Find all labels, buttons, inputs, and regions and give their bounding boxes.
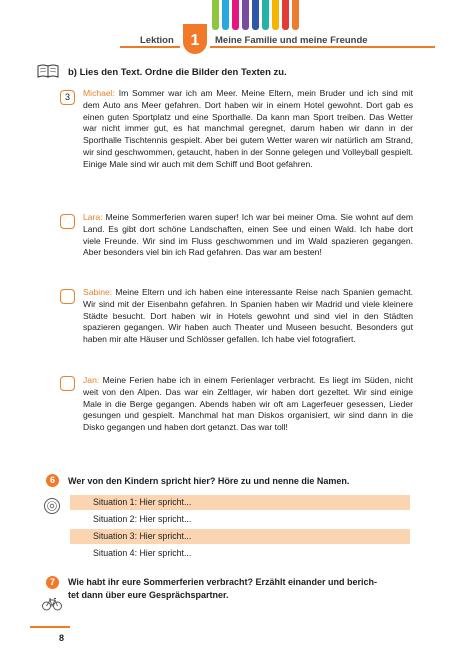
text-lara — [83, 212, 413, 259]
text-michael — [83, 88, 413, 170]
pencil-4 — [242, 0, 249, 30]
name-sabine: Sabine: — [83, 287, 113, 297]
answer-box-michael[interactable]: 3 — [60, 90, 75, 105]
exercise-6-number: 6 — [46, 474, 59, 487]
pencil-9 — [292, 0, 299, 30]
text-jan — [83, 375, 413, 434]
book-icon — [36, 63, 62, 79]
text-sabine — [83, 287, 413, 346]
cd-icon — [43, 497, 61, 515]
situation-row-4: Situation 4: Hier spricht... — [93, 548, 192, 558]
lektion-number-badge: 1 — [183, 24, 207, 54]
name-lara: Lara: — [83, 212, 103, 222]
answer-box-sabine[interactable] — [60, 289, 75, 304]
name-jan: Jan: — [83, 375, 100, 385]
pencil-2 — [222, 0, 229, 30]
situation-row-2: Situation 2: Hier spricht... — [93, 514, 192, 524]
text-lara-body: Meine Sommerferien waren super! Ich war bei meiner Oma. Sie wohnt auf dem Land. Es gibt dort schöne Landschaften, einen See und einen Wald. Ich habe dort viele Freunde. Wir sind im Fluss geschwommen und im Wald spazieren gegangen. Aber besonders viel bin ich Rad gefahren. Das war am besten! — [83, 212, 414, 258]
pencil-1 — [212, 0, 219, 30]
footer-rule — [30, 626, 70, 628]
exercise-7-instruction-line-1: Wie habt ihr eure Sommerferien verbracht? Erzählt einander und berich- — [68, 577, 377, 587]
lesson-title: Meine Familie und meine Freunde — [215, 35, 368, 46]
answer-box-lara[interactable] — [60, 214, 75, 229]
exercise-7-instruction-line-2: tet dann über eure Gesprächspartner. — [68, 590, 229, 600]
pencil-5 — [252, 0, 259, 30]
answer-box-jan[interactable] — [60, 376, 75, 391]
exercise-7-number: 7 — [46, 576, 59, 589]
bicycle-icon — [42, 597, 62, 611]
name-michael: Michael: — [83, 88, 115, 98]
pencil-6 — [262, 0, 269, 30]
situation-row-3: Situation 3: Hier spricht... — [70, 529, 410, 544]
pencil-8 — [282, 0, 289, 30]
pencil-strip — [212, 0, 299, 30]
text-michael-body: Im Sommer war ich am Meer. Meine Eltern, mein Bruder und ich sind mit dem Auto ans Meer gefahren. Dort haben wir in einem Hotel gewohnt. Dort gab es einen guten Sportplatz und eine Sporthalle. Da kann man Sport treiben. Das Wetter war nicht immer gut, es hat manchmal geregnet, darum haben wir dann in der Sporthalle Tischtennis gespielt. Aber bei gutem Wetter waren wir natürlich am Strand, wir sind geschwommen, getaucht, haben in der Sonne gelegen und Volleyball gespielt. Einige Male sind wir auch mit dem Schiff und Boot gefahren. — [83, 88, 414, 169]
text-jan-body: Meine Ferien habe ich in einem Ferienlager verbracht. Es liegt im Süden, nicht weit von den Alpen. Das war ein Zeltlager, wir haben dort gezeltet. Wir sind einige Male in die Berge gegangen. Abends haben wir oft am Lagerfeuer gesessen, Lieder gesungen und gespielt. Manchmal hat man Diskos organisiert, wir sind dann in die Disko gegangen und haben dort getanzt. Das war toll! — [83, 375, 413, 432]
page-number: 8 — [59, 633, 65, 643]
exercise-6-instruction: Wer von den Kindern spricht hier? Höre zu und nenne die Namen. — [68, 476, 350, 486]
situation-row-1: Situation 1: Hier spricht... — [70, 495, 410, 510]
pencil-3 — [232, 0, 239, 30]
text-sabine-body: Meine Eltern und ich haben eine interessante Reise nach Spanien gemacht. Wir sind mit der Eisenbahn gefahren. In Spanien haben wir Madrid und viele kleinere Städte besucht. Dort haben wir in Hotels gewohnt und sind viel in den Städten spazieren gegangen. Wir haben auch Theater und Museen besucht. Besonders gut haben mir alte Häuser und Schlösser gefallen. Ich habe viel fotografiert. — [83, 287, 413, 344]
pencil-7 — [272, 0, 279, 30]
header-rule-left — [120, 46, 180, 48]
lektion-label: Lektion — [140, 35, 174, 46]
task-b-instruction: b) Lies den Text. Ordne die Bilder den Texten zu. — [68, 67, 287, 78]
header-rule-right — [210, 46, 435, 48]
